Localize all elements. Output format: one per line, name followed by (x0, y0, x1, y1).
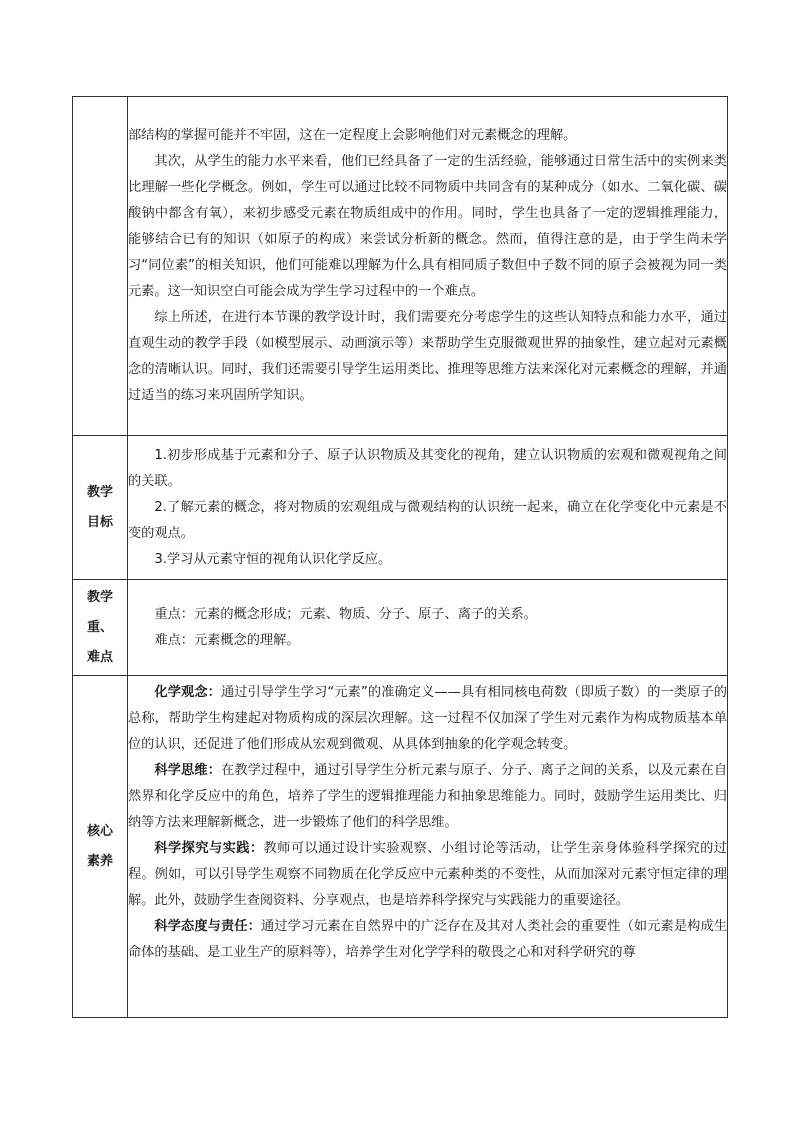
core-literacy-row (73, 676, 728, 1018)
key-difficult-points-label: 教学 重、 难点 (73, 580, 128, 676)
literacy-item (128, 836, 727, 914)
key-difficult-points-content (128, 580, 728, 676)
literacy-item-title: 科学思维： (154, 763, 221, 778)
analysis-paragraph: 其次，从学生的能力水平来看，他们已经具备了一定的生活经验，能够通过日常生活中的实例来类比理解一些化学概念。例如，学生可以通过比较不同物质中共同含有的某种成分（如水、二氧化碳、碳酸钠中都含有氧），来初步感受元素在物质组成中的作用。同时，学生也具备了一定的逻辑推理能力，能够结合已有的知识（如原子的构成）来尝试分析新的概念。然而，值得注意的是，由于学生尚未学习“同位素”的相关知识，他们可能难以理解为什么具有相同质子数但中子数不同的原子会被视为同一类元素。这一知识空白可能会成为学生学习过程中的一个难点。 (128, 154, 727, 299)
literacy-item (128, 914, 727, 966)
core-literacy-label: 核心 素养 (73, 676, 128, 1018)
teaching-objectives-label: 教学 目标 (73, 436, 128, 580)
objective-item: 1.初步形成基于元素和分子、原子认识物质及其变化的视角，建立认识物质的宏观和微观视角之间的关联。 (128, 447, 727, 489)
literacy-item-text: 教师可以通过设计实验观察、小组讨论等活动，让学生亲身体验科学探究的过程。例如，可以引导学生观察不同物质在化学反应中元素种类的不变性，从而加深对元素守恒定律的理解。此外，鼓励学生查阅资料、分享观点，也是培养科学探究与实践能力的重要途径。 (128, 841, 727, 908)
literacy-item-text: 通过引导学生学习“元素”的准确定义——具有相同核电荷数（即质子数）的一类原子的总称，帮助学生构建起对物质构成的深层次理解。这一过程不仅加深了学生对元素作为构成物质基本单位的认识，还促进了他们形成从宏观到微观、从具体到抽象的化学观念转变。 (128, 685, 727, 752)
literacy-item-title: 科学探究与实践： (154, 841, 264, 856)
literacy-item-text: 在教学过程中，通过引导学生分析元素与原子、分子、离子之间的关系，以及元素在自然界和化学反应中的角色，培养了学生的逻辑推理能力和抽象思维能力。同时，鼓励学生运用类比、归纳等方法来理解新概念，进一步锻炼了他们的科学思维。 (128, 763, 728, 830)
difficult-point-text: 难点：元素概念的理解。 (154, 632, 300, 648)
key-point-text: 重点：元素的概念形成；元素、物质、分子、原子、离子的关系。 (154, 606, 537, 622)
objective-item: 2.了解元素的概念，将对物质的宏观组成与微观结构的认识统一起来，确立在化学变化中元素是不变的观点。 (128, 499, 727, 541)
teaching-objectives-content (128, 436, 728, 580)
teaching-objectives-row (73, 436, 728, 580)
analysis-paragraph: 部结构的掌握可能并不牢固，这在一定程度上会影响他们对元素概念的理解。 (128, 128, 577, 143)
literacy-item (128, 680, 727, 758)
literacy-item-title: 化学观念： (154, 685, 221, 700)
core-literacy-content (128, 676, 728, 1018)
student-analysis-content (128, 97, 728, 436)
literacy-item-title: 科学态度与责任： (154, 919, 261, 934)
objective-item: 3.学习从元素守恒的视角认识化学反应。 (154, 551, 392, 567)
student-analysis-row (73, 97, 728, 436)
key-difficult-points-row (73, 580, 728, 676)
lesson-plan-table (72, 96, 728, 1018)
student-analysis-label-cell (73, 97, 128, 436)
analysis-paragraph: 综上所述，在进行本节课的教学设计时，我们需要充分考虑学生的这些认知特点和能力水平，通过直观生动的教学手段（如模型展示、动画演示等）来帮助学生克服微观世界的抽象性，建立起对元素概念的清晰认识。同时，我们还需要引导学生运用类比、推理等思维方法来深化对元素概念的理解，并通过适当的练习来巩固所学知识。 (128, 310, 727, 403)
literacy-item (128, 758, 727, 836)
literacy-item-text: 通过学习元素在自然界中的广泛存在及其对人类社会的重要性（如元素是构成生命体的基础、是工业生产的原料等），培养学生对化学学科的敬畏之心和对科学研究的尊 (128, 919, 728, 960)
